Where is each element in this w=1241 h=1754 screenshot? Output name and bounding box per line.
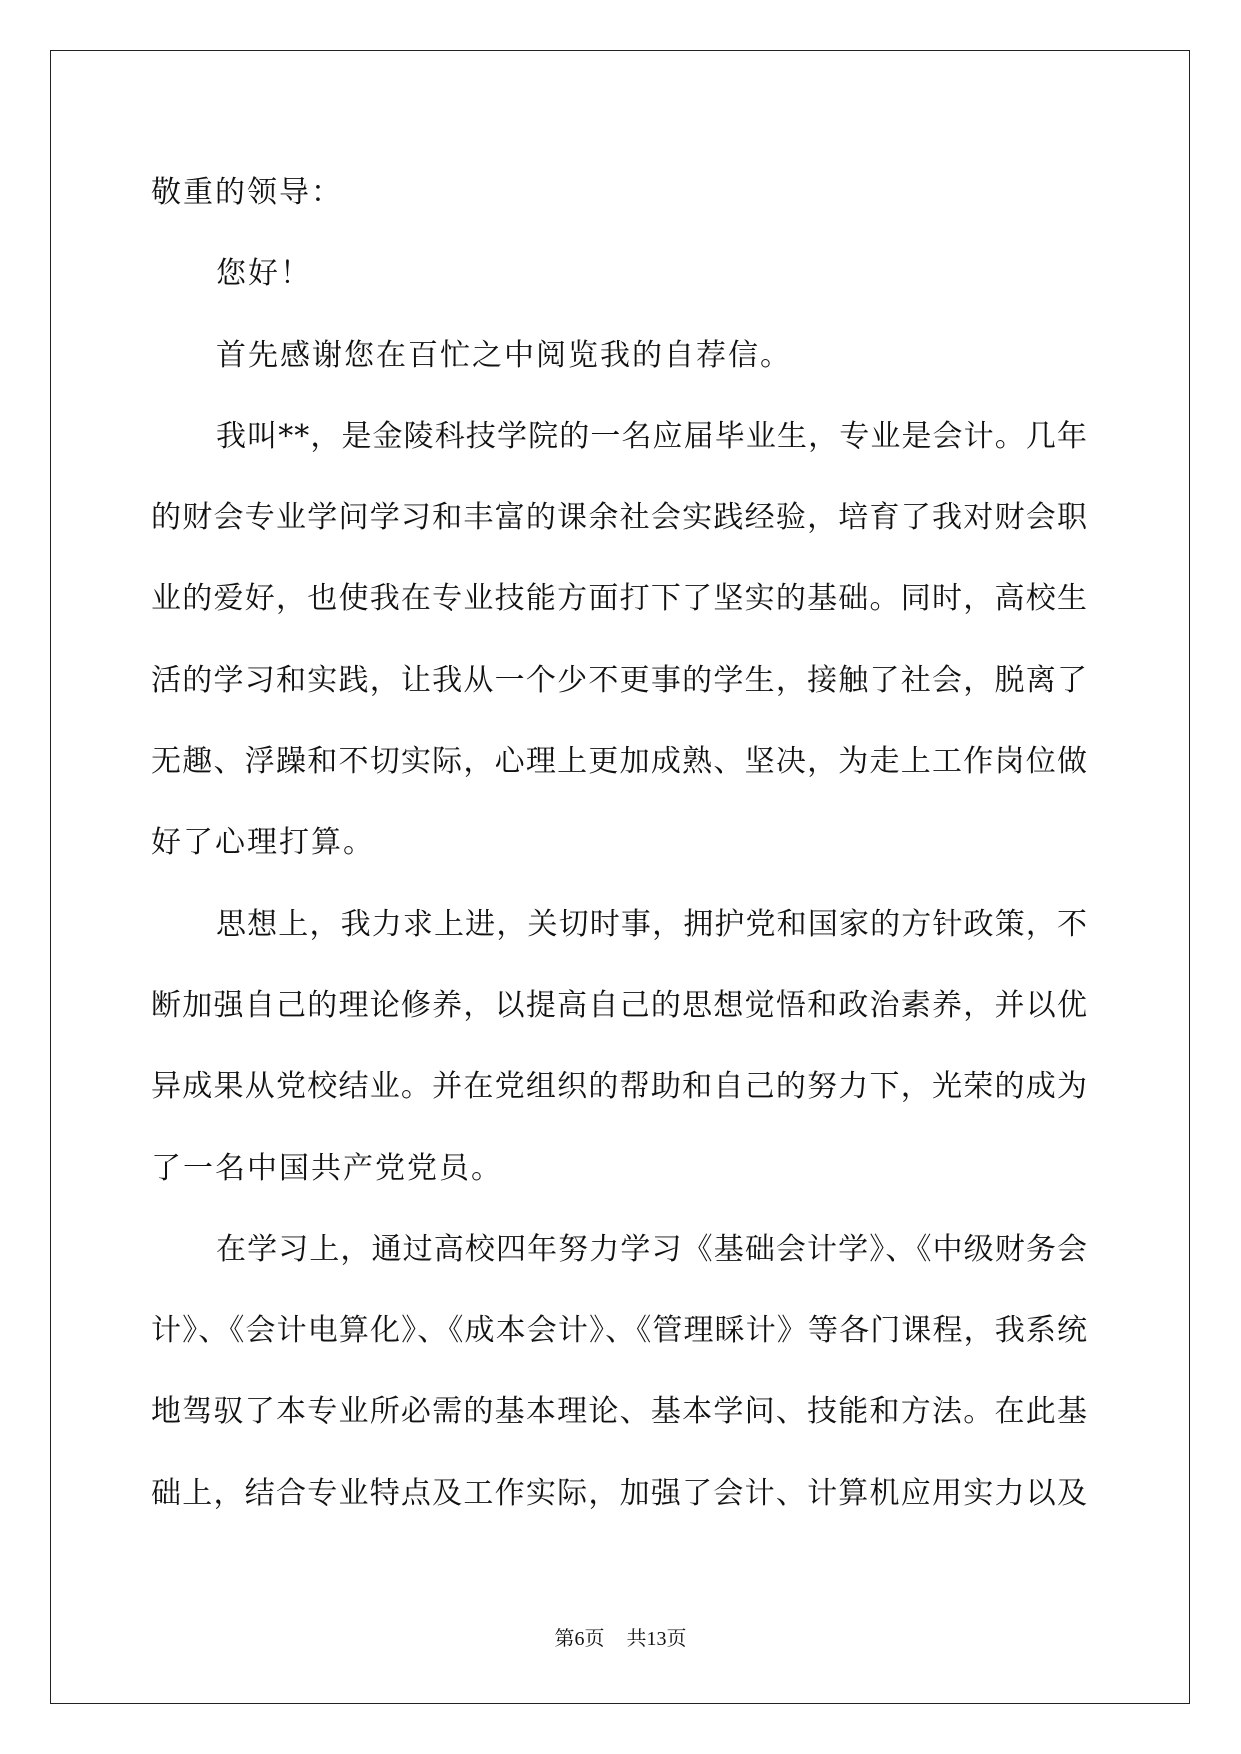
paragraph-greeting [151,233,1088,314]
paragraph-line: 础上，结合专业特点及工作实际，加强了会计、计算机应用实力以及 [151,1475,1088,1511]
paragraph-ideology [151,884,1088,1209]
paragraph-introduction [151,396,1088,884]
paragraph-line: 计》、《会计电算化》、《成本会计》、《管理睬计》等各门课程，我系统 [151,1313,1088,1349]
paragraph-line: 思想上，我力求上进，关切时事，拥护党和国家的方针政策，不 [216,906,1088,942]
paragraph-line: 的财会专业学问学习和丰富的课余社会实践经验，培育了我对财会职 [151,500,1088,536]
paragraph-line: 无趣、浮躁和不切实际，心理上更加成熟、坚决，为走上工作岗位做 [151,744,1088,780]
paragraph-line: 业的爱好，也使我在专业技能方面打下了坚实的基础。同时，高校生 [151,581,1088,617]
page-footer [0,1626,1241,1652]
page-number: 第6页 [554,1628,605,1650]
paragraph-line: 好了心理打算。 [151,825,375,861]
paragraph-line: 了一名中国共产党党员。 [151,1150,503,1186]
paragraph-line: 活的学习和实践，让我从一个少不更事的学生，接触了社会，脱离了 [151,662,1088,698]
salutation: 敬重的领导： [151,175,343,210]
paragraph-study [151,1209,1088,1534]
letter-body [151,152,1088,1534]
paragraph-thanks [151,315,1088,396]
paragraph-line: 在学习上，通过高校四年努力学习《基础会计学》、《中级财务会 [216,1231,1088,1267]
page-total: 共13页 [626,1628,687,1650]
paragraph-line: 地驾驭了本专业所必需的基本理论、基本学问、技能和方法。在此基 [151,1394,1088,1430]
paragraph-line: 您好！ [216,256,312,292]
paragraph-line: 断加强自己的理论修养，以提高自己的思想觉悟和政治素养，并以优 [151,987,1088,1023]
paragraph-line: 首先感谢您在百忙之中阅览我的自荐信。 [216,337,792,373]
paragraph-line: 异成果从党校结业。并在党组织的帮助和自己的努力下，光荣的成为 [151,1069,1088,1105]
paragraph-line: 我叫**，是金陵科技学院的一名应届毕业生，专业是会计。几年 [216,418,1088,454]
